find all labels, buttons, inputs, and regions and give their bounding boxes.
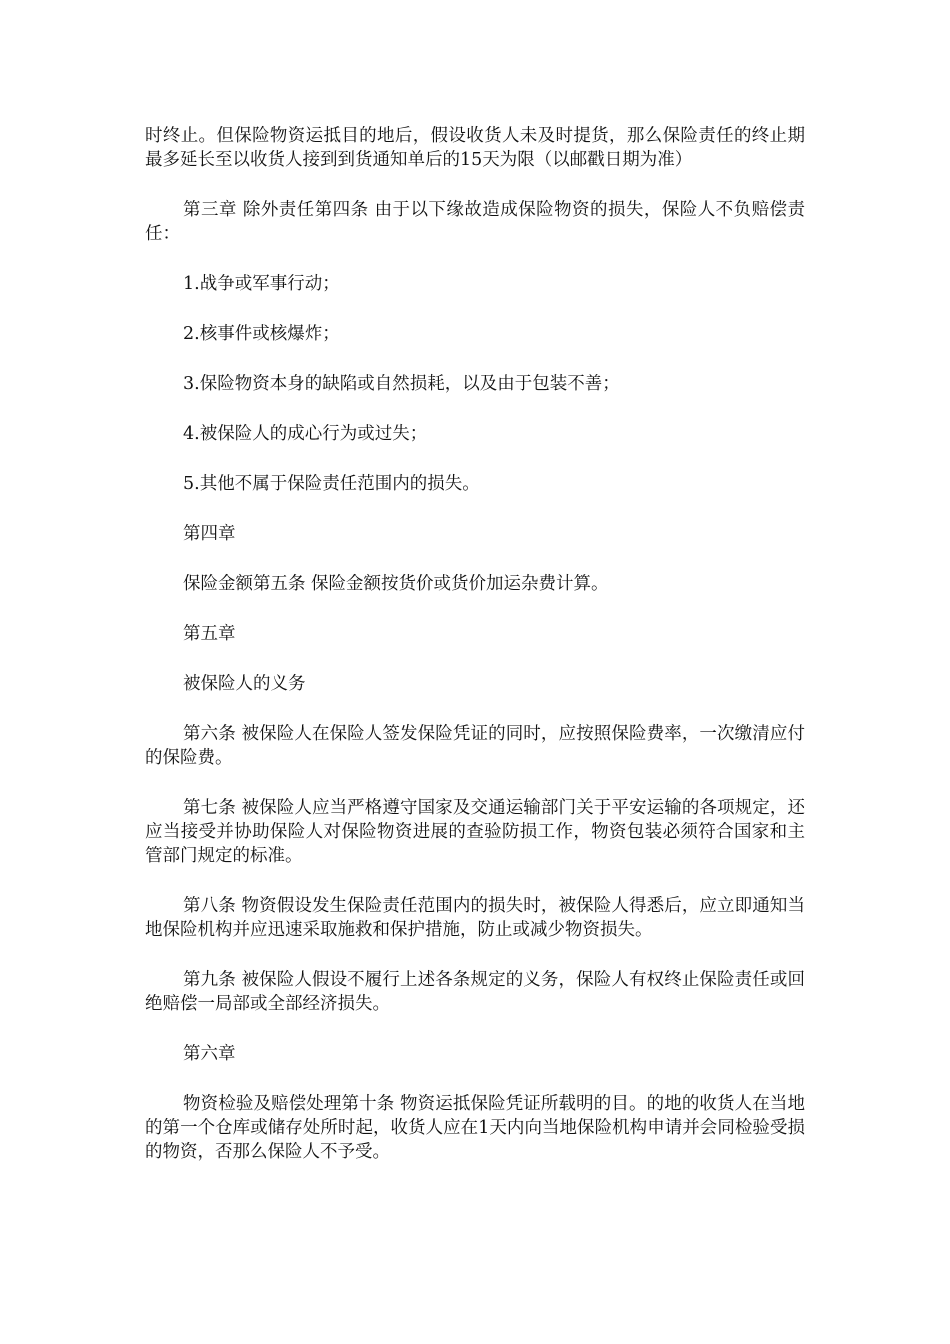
article-paragraph: 物资检验及赔偿处理第十条 物资运抵保险凭证所载明的目。的地的收货人在当地的第一个仓库或储存处所时起，收货人应在1天内向当地保险机构申请并会同检验受损的物资，否那么保险人不予受。 [145, 1094, 805, 1162]
section-heading: 被保险人的义务 [183, 674, 306, 694]
document-body [145, 124, 805, 1190]
article-paragraph: 第八条 物资假设发生保险责任范围内的损失时，被保险人得悉后，应立即通知当地保险机构并应迅速采取施救和保护措施，防止或减少物资损失。 [145, 896, 805, 940]
paragraph: 保险金额第五条 保险金额按货价或货价加运杂费计算。 [183, 574, 609, 594]
chapter-heading: 第四章 [183, 524, 236, 544]
chapter-three-paragraph: 第三章 除外责任第四条 由于以下缘故造成保险物资的损失，保险人不负赔偿责任： [145, 200, 805, 244]
list-item: 2.核事件或核爆炸； [183, 324, 340, 344]
list-item: 3.保险物资本身的缺陷或自然损耗，以及由于包装不善； [183, 374, 620, 394]
chapter-heading: 第六章 [183, 1044, 236, 1064]
paragraph: 时终止。但保险物资运抵目的地后，假设收货人未及时提货，那么保险责任的终止期最多延长至以收货人接到到货通知单后的15天为限（以邮戳日期为准） [145, 126, 805, 170]
list-item: 5.其他不属于保险责任范围内的损失。 [183, 474, 480, 494]
list-item: 4.被保险人的成心行为或过失； [183, 424, 428, 444]
list-item: 1.战争或军事行动； [183, 274, 340, 294]
article-paragraph: 第七条 被保险人应当严格遵守国家及交通运输部门关于平安运输的各项规定，还应当接受并协助保险人对保险物资进展的查验防损工作，物资包装必须符合国家和主管部门规定的标准。 [145, 798, 805, 866]
chapter-heading: 第五章 [183, 624, 236, 644]
article-paragraph: 第六条 被保险人在保险人签发保险凭证的同时，应按照保险费率，一次缴清应付的保险费。 [145, 724, 805, 768]
article-paragraph: 第九条 被保险人假设不履行上述各条规定的义务，保险人有权终止保险责任或回绝赔偿一局部或全部经济损失。 [145, 970, 805, 1014]
